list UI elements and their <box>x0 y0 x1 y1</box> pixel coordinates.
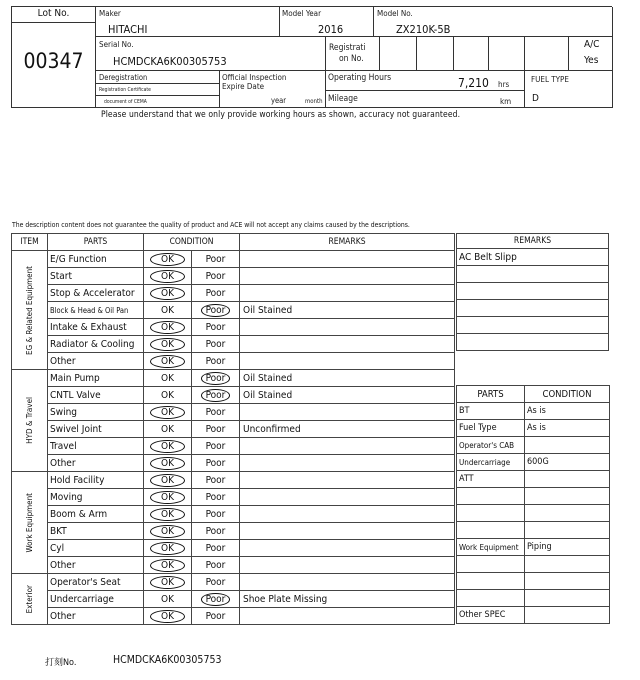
ok-condition-selected: OK <box>150 491 185 504</box>
table-row <box>12 438 455 455</box>
right-part-name <box>457 590 525 607</box>
remark-text <box>240 404 455 421</box>
ok-condition-cell <box>144 506 192 523</box>
maker-value: HITACHI <box>108 23 148 36</box>
poor-condition-cell <box>192 404 240 421</box>
ok-condition-cell <box>144 285 192 302</box>
ok-condition-selected: OK <box>150 440 185 453</box>
item-group-label <box>12 370 48 472</box>
model-year-cell <box>280 7 374 37</box>
remark-text <box>240 608 455 625</box>
ac-cell <box>569 37 613 71</box>
remark-text: Unconfirmed <box>240 421 455 438</box>
remark-text: Oil Stained <box>240 387 455 404</box>
registration-cell <box>326 37 380 71</box>
poor-condition-cell <box>192 251 240 268</box>
table-row <box>12 387 455 404</box>
ok-condition-cell <box>144 591 192 608</box>
ac-label: A/C <box>584 39 600 50</box>
right-remark-5 <box>457 317 609 334</box>
right-parts-row <box>457 437 610 454</box>
poor-condition-cell <box>192 506 240 523</box>
item-header: ITEM <box>12 234 48 251</box>
condition-header: CONDITION <box>144 234 240 251</box>
poor-condition-cell <box>192 319 240 336</box>
part-name: Radiator & Cooling <box>48 336 144 353</box>
ok-condition-selected: OK <box>150 270 185 283</box>
right-part-condition: Piping <box>525 539 610 556</box>
ok-condition-cell <box>144 540 192 557</box>
poor-condition-label: Poor <box>205 253 226 265</box>
remark-text <box>240 506 455 523</box>
table-row <box>12 421 455 438</box>
serial-label: Serial No. <box>99 40 134 49</box>
parts-header: PARTS <box>48 234 144 251</box>
notice-text: Please understand that we only provide working hours as shown, accuracy not guaranteed. <box>101 110 461 120</box>
poor-condition-cell <box>192 455 240 472</box>
ok-condition-cell <box>144 387 192 404</box>
table-row <box>12 353 455 370</box>
right-part-name <box>457 505 525 522</box>
ok-condition-selected: OK <box>150 508 185 521</box>
model-no-label: Model No. <box>377 9 413 18</box>
year-label: year <box>271 96 287 105</box>
poor-condition-cell <box>192 353 240 370</box>
model-no-value: ZX210K-5B <box>396 23 451 36</box>
right-remark-6 <box>457 334 609 351</box>
right-remark-2 <box>457 266 609 283</box>
right-part-name: ATT <box>457 471 525 488</box>
table-row <box>12 608 455 625</box>
maker-cell <box>96 7 280 37</box>
part-name: Moving <box>48 489 144 506</box>
poor-condition-label: Poor <box>205 576 226 588</box>
ok-condition-selected: OK <box>150 355 185 368</box>
table-row <box>12 591 455 608</box>
engraved-label: 打刻No. <box>45 658 77 668</box>
inspection-table <box>11 233 455 625</box>
poor-condition-cell <box>192 438 240 455</box>
reg-box-1 <box>380 37 417 71</box>
part-name: E/G Function <box>48 251 144 268</box>
ok-condition-selected: OK <box>150 576 185 589</box>
part-name: BKT <box>48 523 144 540</box>
remark-text <box>240 353 455 370</box>
ok-condition-cell <box>144 455 192 472</box>
table-row <box>12 285 455 302</box>
right-parts-row <box>457 607 610 624</box>
ok-condition-cell <box>144 404 192 421</box>
poor-condition-label: Poor <box>205 559 226 571</box>
poor-condition-cell <box>192 268 240 285</box>
model-year-value: 2016 <box>318 23 344 36</box>
operating-hours-label: Operating Hours <box>328 73 392 83</box>
ok-condition-cell <box>144 319 192 336</box>
right-part-name: Work Equipment <box>457 539 525 556</box>
ok-condition-cell <box>144 336 192 353</box>
right-parts-row <box>457 454 610 471</box>
poor-condition-cell <box>192 285 240 302</box>
reg-box-2 <box>417 37 454 71</box>
part-name: Undercarriage <box>48 591 144 608</box>
deregistration-cell <box>96 71 220 108</box>
serial-value: HCMDCKA6K00305753 <box>113 55 227 68</box>
table-row <box>12 523 455 540</box>
inspection-label: Official Inspection <box>222 73 287 82</box>
right-part-condition <box>525 488 610 505</box>
right-parts-row <box>457 420 610 437</box>
disclaimer-text: The description content does not guarantee the quality of product and ACE will not accept any claims caused by the descriptions. <box>12 221 410 229</box>
poor-condition-label: Poor <box>205 508 226 520</box>
vehicle-header <box>11 6 612 108</box>
item-group-text: HYD & Travel <box>25 397 34 444</box>
part-name: Intake & Exhaust <box>48 319 144 336</box>
right-part-name: Other SPEC <box>457 607 525 624</box>
part-name: Travel <box>48 438 144 455</box>
remark-text <box>240 268 455 285</box>
table-row <box>12 404 455 421</box>
item-group-text: Exterior <box>25 584 34 614</box>
right-part-condition <box>525 590 610 607</box>
lot-box <box>12 7 96 108</box>
right-parts-row <box>457 573 610 590</box>
table-row <box>12 336 455 353</box>
remark-text <box>240 489 455 506</box>
remark-text <box>240 540 455 557</box>
part-name: Other <box>48 608 144 625</box>
remark-text: Oil Stained <box>240 370 455 387</box>
part-name: Operator's Seat <box>48 574 144 591</box>
right-parts-row <box>457 505 610 522</box>
part-name: Cyl <box>48 540 144 557</box>
ok-condition-cell <box>144 489 192 506</box>
item-group-text: EG & Related Equipment <box>25 265 34 355</box>
poor-condition-selected: Poor <box>201 593 231 606</box>
right-part-condition <box>525 505 610 522</box>
part-name: Other <box>48 353 144 370</box>
right-parts-table <box>456 385 610 624</box>
right-part-condition: As is <box>525 403 610 420</box>
table-row <box>12 574 455 591</box>
right-remark-3 <box>457 283 609 300</box>
fuel-type-label: FUEL TYPE <box>531 75 569 84</box>
remark-text <box>240 438 455 455</box>
part-name: Start <box>48 268 144 285</box>
remark-text <box>240 472 455 489</box>
ok-condition-cell <box>144 472 192 489</box>
remark-text <box>240 251 455 268</box>
ok-condition-selected: OK <box>150 457 185 470</box>
table-row <box>12 472 455 489</box>
deregistration-label: Deregistration <box>99 73 148 82</box>
ok-condition-selected: OK <box>150 406 185 419</box>
right-condition-header: CONDITION <box>525 386 610 403</box>
ok-condition-cell <box>144 523 192 540</box>
remark-text: Oil Stained <box>240 302 455 319</box>
poor-condition-cell <box>192 421 240 438</box>
ok-condition-selected: OK <box>150 542 185 555</box>
ok-condition-selected: OK <box>150 525 185 538</box>
poor-condition-cell <box>192 608 240 625</box>
fuel-type-cell <box>525 71 613 108</box>
poor-condition-cell <box>192 523 240 540</box>
right-parts-row <box>457 590 610 607</box>
part-name: Main Pump <box>48 370 144 387</box>
lot-number: 00347 <box>23 49 84 73</box>
fuel-type-value: D <box>532 93 539 104</box>
inspection-cell <box>220 71 326 108</box>
table-row <box>12 506 455 523</box>
right-parts-header: PARTS <box>457 386 525 403</box>
right-remark-4 <box>457 300 609 317</box>
ok-condition-cell <box>144 251 192 268</box>
right-part-condition <box>525 607 610 624</box>
right-part-name <box>457 488 525 505</box>
hrs-label: hrs <box>498 80 510 89</box>
ok-condition-label: OK <box>161 423 174 435</box>
right-part-name <box>457 556 525 573</box>
ok-condition-cell <box>144 268 192 285</box>
right-part-name: Fuel Type <box>457 420 525 437</box>
remark-text <box>240 285 455 302</box>
part-name: Swing <box>48 404 144 421</box>
ok-condition-label: OK <box>161 304 174 316</box>
poor-condition-selected: Poor <box>201 389 231 402</box>
poor-condition-cell <box>192 387 240 404</box>
month-label: month <box>305 98 323 105</box>
remark-text: Shoe Plate Missing <box>240 591 455 608</box>
cema-label: document of CEMA <box>104 99 147 105</box>
ok-condition-cell <box>144 438 192 455</box>
table-row <box>12 455 455 472</box>
ok-condition-cell <box>144 608 192 625</box>
ok-condition-selected: OK <box>150 253 185 266</box>
poor-condition-selected: Poor <box>201 372 231 385</box>
remark-text <box>240 455 455 472</box>
right-parts-row <box>457 488 610 505</box>
right-parts-row <box>457 556 610 573</box>
ac-value: Yes <box>584 55 599 66</box>
part-name: Swivel Joint <box>48 421 144 438</box>
right-part-name <box>457 573 525 590</box>
poor-condition-label: Poor <box>205 457 226 469</box>
registration-label: Registrati <box>329 43 366 53</box>
remark-text <box>240 319 455 336</box>
part-name: Block & Head & Oil Pan <box>48 302 144 319</box>
ok-condition-selected: OK <box>150 610 185 623</box>
expire-date-label: Expire Date <box>222 82 265 91</box>
right-part-condition: 600G <box>525 454 610 471</box>
engraved-value: HCMDCKA6K00305753 <box>113 654 222 666</box>
right-parts-row <box>457 403 610 420</box>
table-row <box>12 540 455 557</box>
ok-condition-selected: OK <box>150 559 185 572</box>
table-row <box>12 302 455 319</box>
poor-condition-label: Poor <box>205 423 226 435</box>
poor-condition-label: Poor <box>205 321 226 333</box>
poor-condition-label: Poor <box>205 338 226 350</box>
poor-condition-cell <box>192 557 240 574</box>
poor-condition-label: Poor <box>205 287 226 299</box>
poor-condition-cell <box>192 472 240 489</box>
ok-condition-selected: OK <box>150 338 185 351</box>
remark-text <box>240 574 455 591</box>
reg-box-4 <box>489 37 525 71</box>
poor-condition-label: Poor <box>205 525 226 537</box>
poor-condition-cell <box>192 574 240 591</box>
poor-condition-cell <box>192 540 240 557</box>
right-part-name: BT <box>457 403 525 420</box>
right-part-name <box>457 522 525 539</box>
remark-text <box>240 336 455 353</box>
part-name: Boom & Arm <box>48 506 144 523</box>
right-parts-row <box>457 539 610 556</box>
item-group-text: Work Equipment <box>25 492 34 553</box>
right-part-name: Undercarriage <box>457 454 525 471</box>
hours-cell <box>326 71 525 108</box>
ok-condition-selected: OK <box>150 474 185 487</box>
registration-certificate-label: Registration Certificate <box>99 87 151 93</box>
right-part-condition <box>525 437 610 454</box>
model-no-cell <box>374 7 613 37</box>
remarks-header: REMARKS <box>240 234 455 251</box>
reg-box-3 <box>454 37 489 71</box>
right-remarks-table <box>456 233 609 351</box>
ok-condition-cell <box>144 557 192 574</box>
table-row <box>12 319 455 336</box>
poor-condition-label: Poor <box>205 406 226 418</box>
remark-text <box>240 557 455 574</box>
item-group-label <box>12 574 48 625</box>
reg-box-5 <box>525 37 569 71</box>
poor-condition-label: Poor <box>205 491 226 503</box>
mileage-label: Mileage <box>328 94 358 104</box>
poor-condition-label: Poor <box>205 474 226 486</box>
ok-condition-label: OK <box>161 593 174 605</box>
ok-condition-cell <box>144 353 192 370</box>
part-name: Other <box>48 557 144 574</box>
poor-condition-cell <box>192 302 240 319</box>
ok-condition-label: OK <box>161 389 174 401</box>
right-parts-row <box>457 522 610 539</box>
poor-condition-label: Poor <box>205 610 226 622</box>
right-remarks-header: REMARKS <box>457 234 609 249</box>
km-label: km <box>500 97 512 106</box>
table-row <box>12 489 455 506</box>
item-group-label <box>12 251 48 370</box>
right-part-condition <box>525 471 610 488</box>
part-name: CNTL Valve <box>48 387 144 404</box>
poor-condition-cell <box>192 370 240 387</box>
table-row <box>12 557 455 574</box>
operating-hours-value: 7,210 <box>458 76 489 90</box>
table-row <box>12 251 455 268</box>
ok-condition-cell <box>144 370 192 387</box>
remark-text <box>240 523 455 540</box>
table-row <box>12 370 455 387</box>
serial-cell <box>96 37 326 71</box>
part-name: Other <box>48 455 144 472</box>
lot-label: Lot No. <box>12 8 95 23</box>
ok-condition-selected: OK <box>150 321 185 334</box>
right-part-condition <box>525 522 610 539</box>
registration-label-2: on No. <box>339 54 364 64</box>
item-group-label <box>12 472 48 574</box>
model-year-label: Model Year <box>282 9 322 18</box>
ok-condition-cell <box>144 421 192 438</box>
right-part-condition: As is <box>525 420 610 437</box>
right-part-condition <box>525 573 610 590</box>
right-part-condition <box>525 556 610 573</box>
ok-condition-cell <box>144 302 192 319</box>
poor-condition-cell <box>192 489 240 506</box>
part-name: Stop & Accelerator <box>48 285 144 302</box>
poor-condition-label: Poor <box>205 440 226 452</box>
right-parts-row <box>457 471 610 488</box>
poor-condition-cell <box>192 336 240 353</box>
ok-condition-label: OK <box>161 372 174 384</box>
ok-condition-cell <box>144 574 192 591</box>
poor-condition-label: Poor <box>205 355 226 367</box>
poor-condition-label: Poor <box>205 542 226 554</box>
poor-condition-label: Poor <box>205 270 226 282</box>
poor-condition-selected: Poor <box>201 304 231 317</box>
maker-label: Maker <box>99 9 121 18</box>
right-remark-1: AC Belt Slipp <box>457 249 609 266</box>
part-name: Hold Facility <box>48 472 144 489</box>
right-part-name: Operator's CAB <box>457 437 525 454</box>
table-row <box>12 268 455 285</box>
ok-condition-selected: OK <box>150 287 185 300</box>
poor-condition-cell <box>192 591 240 608</box>
